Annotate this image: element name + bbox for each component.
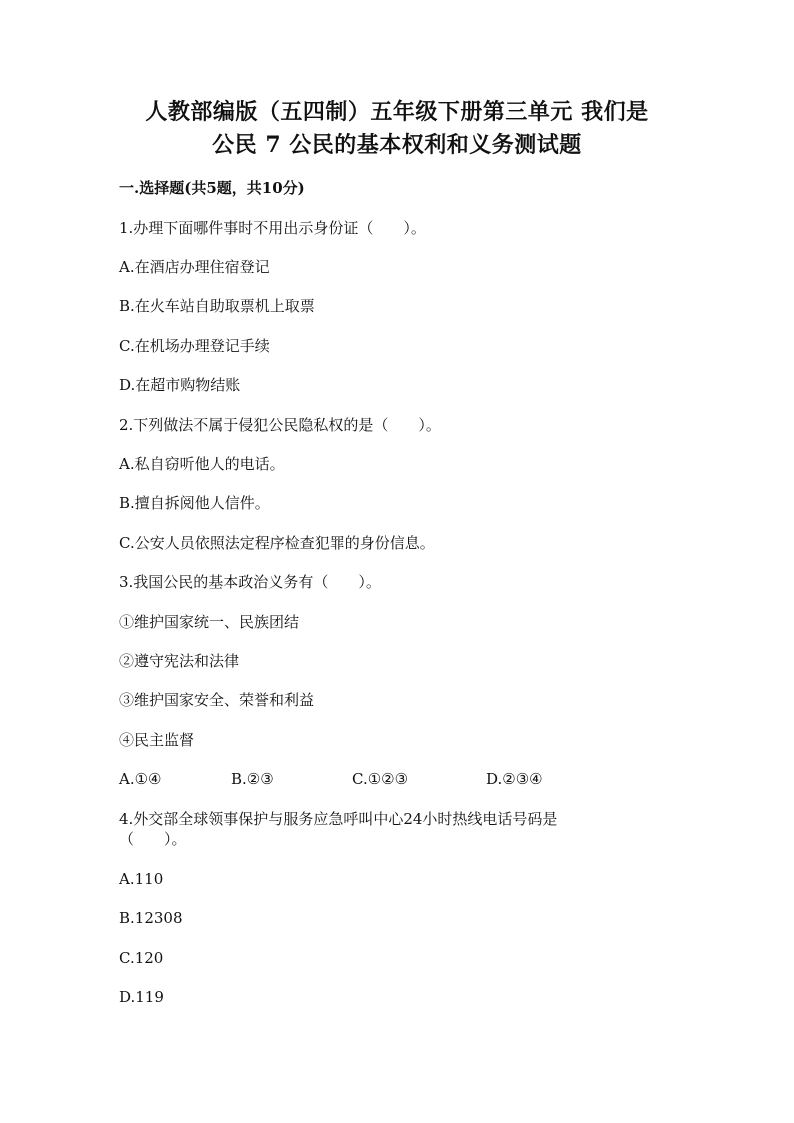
document-title-line-2: 公民 7 公民的基本权利和义务测试题 bbox=[212, 132, 582, 158]
section-heading: 一.选择题(共5题，共10分) bbox=[119, 179, 305, 197]
question-4-option-b: B.12308 bbox=[119, 909, 183, 927]
question-2-option-a: A.私自窃听他人的电话。 bbox=[119, 455, 285, 473]
question-1-option-b: B.在火车站自助取票机上取票 bbox=[119, 297, 315, 315]
question-2-option-c: C.公安人员依照法定程序检查犯罪的身份信息。 bbox=[119, 534, 435, 552]
question-3-option-a: A.①④ bbox=[119, 770, 162, 788]
question-1-option-d: D.在超市购物结账 bbox=[119, 376, 241, 394]
question-3-option-c: C.①②③ bbox=[352, 770, 409, 788]
question-3-item-1: ①维护国家统一、民族团结 bbox=[119, 613, 300, 631]
question-2-option-b: B.擅自拆阅他人信件。 bbox=[119, 494, 270, 512]
question-1-option-a: A.在酒店办理住宿登记 bbox=[119, 258, 270, 276]
question-3-stem: 3.我国公民的基本政治义务有（ ）。 bbox=[119, 573, 381, 591]
question-4-stem-line-1: 4.外交部全球领事保护与服务应急呼叫中心24小时热线电话号码是 bbox=[119, 810, 558, 828]
question-4-option-d: D.119 bbox=[119, 988, 164, 1006]
document-title-line-1: 人教部编版（五四制）五年级下册第三单元 我们是 bbox=[145, 99, 649, 125]
question-1-option-c: C.在机场办理登记手续 bbox=[119, 337, 270, 355]
question-3-option-d: D.②③④ bbox=[486, 770, 543, 788]
question-4-stem-line-2: （ ）。 bbox=[119, 830, 187, 848]
question-4-option-a: A.110 bbox=[119, 870, 164, 888]
question-3-item-2: ②遵守宪法和法律 bbox=[119, 652, 240, 670]
question-4-option-c: C.120 bbox=[119, 949, 164, 967]
question-1-stem: 1.办理下面哪件事时不用出示身份证（ ）。 bbox=[119, 219, 426, 237]
question-3-option-b: B.②③ bbox=[231, 770, 274, 788]
question-3-item-3: ③维护国家安全、荣誉和利益 bbox=[119, 691, 315, 709]
question-2-stem: 2.下列做法不属于侵犯公民隐私权的是（ ）。 bbox=[119, 416, 441, 434]
question-3-options-row bbox=[119, 769, 679, 789]
question-3-item-4: ④民主监督 bbox=[119, 731, 195, 749]
